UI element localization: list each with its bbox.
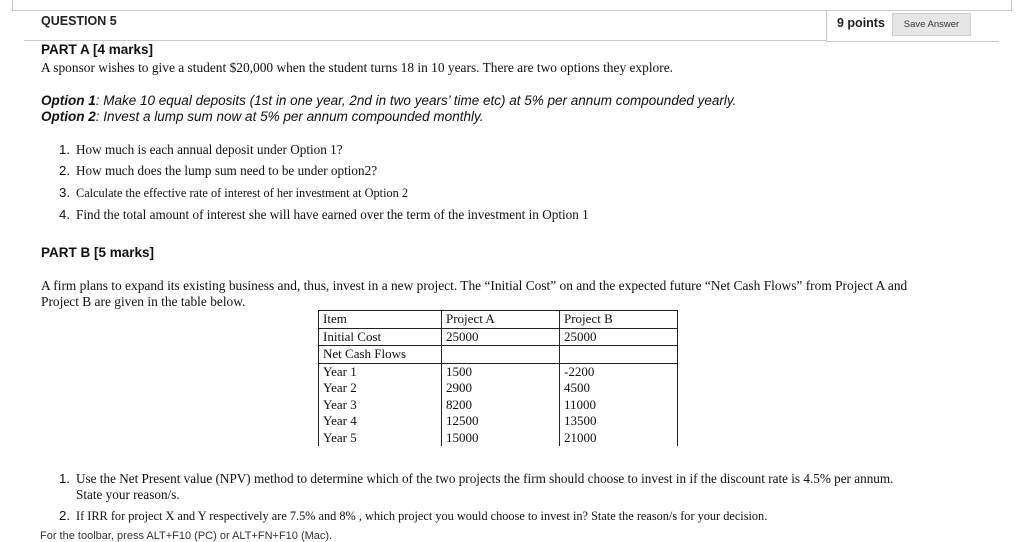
table-row bbox=[319, 413, 678, 430]
table-cell bbox=[560, 346, 678, 364]
question-text: Calculate the effective rate of interest of her investment at Option 2 bbox=[76, 186, 409, 200]
question-title: QUESTION 5 bbox=[41, 14, 117, 28]
table-row-net-cash-flows bbox=[319, 346, 678, 364]
list-number: 4. bbox=[59, 207, 70, 222]
table-row-initial-cost bbox=[319, 328, 678, 346]
table-row bbox=[319, 397, 678, 414]
list-number: 3. bbox=[59, 185, 70, 200]
question-text: Find the total amount of interest she will have earned over the term of the investment in Option 1 bbox=[76, 207, 589, 222]
part-b-heading: PART B [5 marks] bbox=[41, 245, 155, 260]
question-text: How much does the lump sum need to be under option2? bbox=[76, 163, 378, 178]
option-2-line bbox=[41, 109, 483, 124]
table-cell: 8200 bbox=[442, 397, 560, 414]
part-b-question-2 bbox=[59, 508, 767, 524]
option-2-text: : Invest a lump sum now at 5% per annum compounded monthly. bbox=[95, 109, 484, 124]
part-a-question-2 bbox=[59, 163, 377, 179]
list-number: 1. bbox=[59, 142, 70, 157]
table-header-cell: Project A bbox=[442, 311, 560, 329]
table-cell: 25000 bbox=[560, 328, 678, 346]
list-number: 2. bbox=[59, 163, 70, 178]
table-row bbox=[319, 380, 678, 397]
table-header-cell: Project B bbox=[560, 311, 678, 329]
question-text: If IRR for project X and Y respectively are 7.5% and 8% , which project you would choose to invest in? State the reason/s for your decision. bbox=[76, 509, 768, 523]
toolbar-hint: For the toolbar, press ALT+F10 (PC) or ALT+FN+F10 (Mac). bbox=[40, 530, 333, 542]
top-frame-border bbox=[12, 0, 1012, 11]
table-cell: -2200 bbox=[560, 363, 678, 380]
part-b-question-1-continued: State your reason/s. bbox=[76, 487, 180, 502]
part-a-question-4 bbox=[59, 207, 589, 223]
question-header-divider bbox=[24, 40, 826, 41]
table-header-cell: Item bbox=[319, 311, 442, 329]
table-row bbox=[319, 430, 678, 447]
table-cell: Year 4 bbox=[319, 413, 442, 430]
part-a-intro: A sponsor wishes to give a student $20,000 when the student turns 18 in 10 years. There are two options they explore. bbox=[41, 60, 673, 75]
table-cell: 1500 bbox=[442, 363, 560, 380]
table-cell: Initial Cost bbox=[319, 328, 442, 346]
question-text: Use the Net Present value (NPV) method to determine which of the two projects the firm should choose to invest in if the discount rate is 4.5% per annum. bbox=[76, 471, 894, 486]
save-answer-button[interactable]: Save Answer bbox=[892, 13, 971, 36]
table-cell: 11000 bbox=[560, 397, 678, 414]
table-cell bbox=[442, 346, 560, 364]
question-text: How much is each annual deposit under Option 1? bbox=[76, 142, 343, 157]
option-1-line bbox=[41, 93, 736, 108]
list-number: 2. bbox=[59, 508, 70, 523]
part-a-question-1 bbox=[59, 142, 343, 158]
list-number: 1. bbox=[59, 471, 70, 486]
part-a-question-3 bbox=[59, 185, 408, 201]
table-cell: 15000 bbox=[442, 430, 560, 447]
table-cell: Year 5 bbox=[319, 430, 442, 447]
part-b-intro-line-2: Project B are given in the table below. bbox=[41, 294, 246, 309]
table-cell: Year 2 bbox=[319, 380, 442, 397]
table-cell: Year 3 bbox=[319, 397, 442, 414]
part-b-intro-line-1: A firm plans to expand its existing business and, thus, invest in a new project. The “Initial Cost” on and the expected future “Net Cash Flows” from Project A and bbox=[41, 278, 908, 293]
option-1-label: Option 1 bbox=[41, 93, 96, 108]
part-b-question-1 bbox=[59, 471, 893, 487]
option-1-text: : Make 10 equal deposits (1st in one year, 2nd in two years’ time etc) at 5% per annum compounded yearly. bbox=[95, 93, 737, 108]
table-row bbox=[319, 363, 678, 380]
option-2-label: Option 2 bbox=[41, 109, 96, 124]
table-cell: 25000 bbox=[442, 328, 560, 346]
table-cell: Net Cash Flows bbox=[319, 346, 442, 364]
project-cash-flow-table bbox=[318, 310, 678, 446]
table-header-row bbox=[319, 311, 678, 329]
part-a-heading: PART A [4 marks] bbox=[41, 42, 154, 57]
table-cell: 12500 bbox=[442, 413, 560, 430]
question-points: 9 points bbox=[837, 16, 885, 30]
table-cell: 13500 bbox=[560, 413, 678, 430]
table-cell: 21000 bbox=[560, 430, 678, 447]
table-cell: 4500 bbox=[560, 380, 678, 397]
table-cell: Year 1 bbox=[319, 363, 442, 380]
table-cell: 2900 bbox=[442, 380, 560, 397]
